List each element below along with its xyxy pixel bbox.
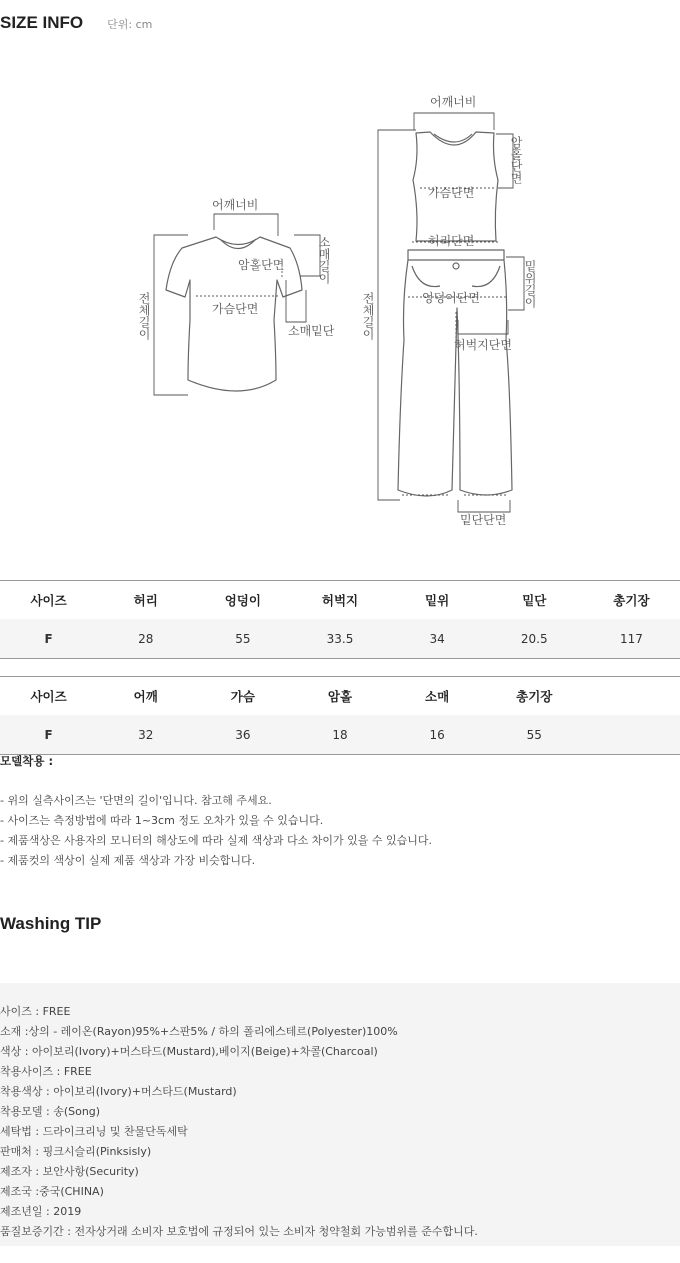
info-item: 세탁법 : 드라이크리닝 및 찬물단독세탁 xyxy=(0,1125,188,1138)
unit-label: 단위: cm xyxy=(107,18,153,31)
outfit-armhole-label: 암홀단면 xyxy=(509,136,523,184)
tshirt-total-length-label: 전체길이 xyxy=(137,292,151,340)
info-item: 제조자 : 보안사항(Security) xyxy=(0,1165,139,1178)
table-cell: 33.5 xyxy=(291,619,388,659)
product-info-list xyxy=(0,1004,478,1244)
table-header-cell: 총기장 xyxy=(486,677,583,716)
outfit-shoulder-label: 어깨너비 xyxy=(430,95,477,109)
table-cell: 32 xyxy=(97,715,194,755)
table-row xyxy=(0,619,680,659)
outfit-rise-label: 밑위길이 xyxy=(523,260,537,308)
table-header-cell: 사이즈 xyxy=(0,581,97,620)
info-item: 착용모델 : 송(Song) xyxy=(0,1105,101,1118)
table-cell: 34 xyxy=(389,619,486,659)
info-item: 소재 :상의 - 레이온(Rayon)95%+스판5% / 하의 폴리에스테르(Polyester)100% xyxy=(0,1025,398,1038)
table-cell: 16 xyxy=(389,715,486,755)
table-header-cell: 어깨 xyxy=(97,677,194,716)
washing-tip-title: Washing TIP xyxy=(0,914,102,933)
note-item: - 제품컷의 색상이 실제 제품 색상과 가장 비슷합니다. xyxy=(0,854,256,867)
note-item: - 사이즈는 측정방법에 따라 1~3cm 정도 오차가 있을 수 있습니다. xyxy=(0,814,324,827)
table-header-cell: 허리 xyxy=(97,581,194,620)
info-item: 판매처 : 핑크시슬리(Pinksisly) xyxy=(0,1145,152,1158)
info-item: 착용사이즈 : FREE xyxy=(0,1065,92,1078)
table-cell: 18 xyxy=(291,715,388,755)
tshirt-collar xyxy=(220,239,256,249)
outfit-total-length-label: 전체길이 xyxy=(361,292,375,340)
table-header-cell: 총기장 xyxy=(583,581,680,620)
table-header-cell: 허벅지 xyxy=(291,581,388,620)
tshirt-sleeve-length-label: 소매길이 xyxy=(317,236,331,284)
outfit-thigh-label: 허벅지단면 xyxy=(454,338,512,352)
top-size-table xyxy=(0,676,680,755)
model-fit-label: 모델착용 : xyxy=(0,754,54,768)
note-item: - 제품색상은 사용자의 모니터의 해상도에 따라 실제 색상과 다소 차이가 있을 수 있습니다. xyxy=(0,834,432,847)
info-item: 색상 : 아이보리(Ivory)+머스타드(Mustard),베이지(Beige)+차콜(Charcoal) xyxy=(0,1045,378,1058)
table-cell: 28 xyxy=(97,619,194,659)
table-header-cell: 암홀 xyxy=(291,677,388,716)
table-header-cell: 가슴 xyxy=(194,677,291,716)
table-cell: 55 xyxy=(486,715,583,755)
table-header-cell: 밑위 xyxy=(389,581,486,620)
info-item: 착용색상 : 아이보리(Ivory)+머스타드(Mustard) xyxy=(0,1085,237,1098)
table-header-cell: 밑단 xyxy=(486,581,583,620)
pants-pocket-right xyxy=(472,266,500,287)
size-info-title: SIZE INFO xyxy=(0,13,84,32)
table-cell xyxy=(583,715,680,755)
tshirt-sleeve-hem-label: 소매밑단 xyxy=(288,324,335,338)
outfit-hip-label: 엉덩이단면 xyxy=(422,291,480,305)
tshirt-armhole-label: 암홀단면 xyxy=(238,258,285,272)
table-cell: 20.5 xyxy=(486,619,583,659)
table-header-cell: 엉덩이 xyxy=(194,581,291,620)
bottom-size-table xyxy=(0,580,680,659)
size-notes xyxy=(0,793,432,873)
table-cell: 117 xyxy=(583,619,680,659)
info-item: 제조년일 : 2019 xyxy=(0,1205,82,1218)
info-item: 제조국 :중국(CHINA) xyxy=(0,1185,104,1198)
info-item: 사이즈 : FREE xyxy=(0,1005,71,1018)
size-info-header xyxy=(0,13,152,33)
table-header-cell: 사이즈 xyxy=(0,677,97,716)
table-row xyxy=(0,715,680,755)
table-header-cell xyxy=(583,677,680,716)
table-cell: F xyxy=(0,619,97,659)
pants-pocket-left xyxy=(412,266,440,287)
table-cell: F xyxy=(0,715,97,755)
table-header-row xyxy=(0,581,680,620)
table-cell: 55 xyxy=(194,619,291,659)
tshirt-chest-label: 가슴단면 xyxy=(212,302,259,316)
tshirt-shoulder-label: 어깨너비 xyxy=(212,198,259,212)
outfit-waist-label: 허리단면 xyxy=(428,234,475,248)
note-item: - 위의 실측사이즈는 '단면의 길이'입니다. 참고해 주세요. xyxy=(0,794,272,807)
table-header-cell: 소매 xyxy=(389,677,486,716)
info-item: 품질보증기간 : 전자상거래 소비자 보호법에 규정되어 있는 소비자 청약철회 가능범위를 준수합니다. xyxy=(0,1225,478,1238)
pants-button xyxy=(453,263,459,269)
pants-waistband xyxy=(408,250,504,260)
outfit-chest-label: 가슴단면 xyxy=(428,186,475,200)
outfit-hem-label: 밑단단면 xyxy=(460,513,507,527)
table-cell: 36 xyxy=(194,715,291,755)
size-diagram xyxy=(0,80,680,540)
table-header-row xyxy=(0,677,680,716)
